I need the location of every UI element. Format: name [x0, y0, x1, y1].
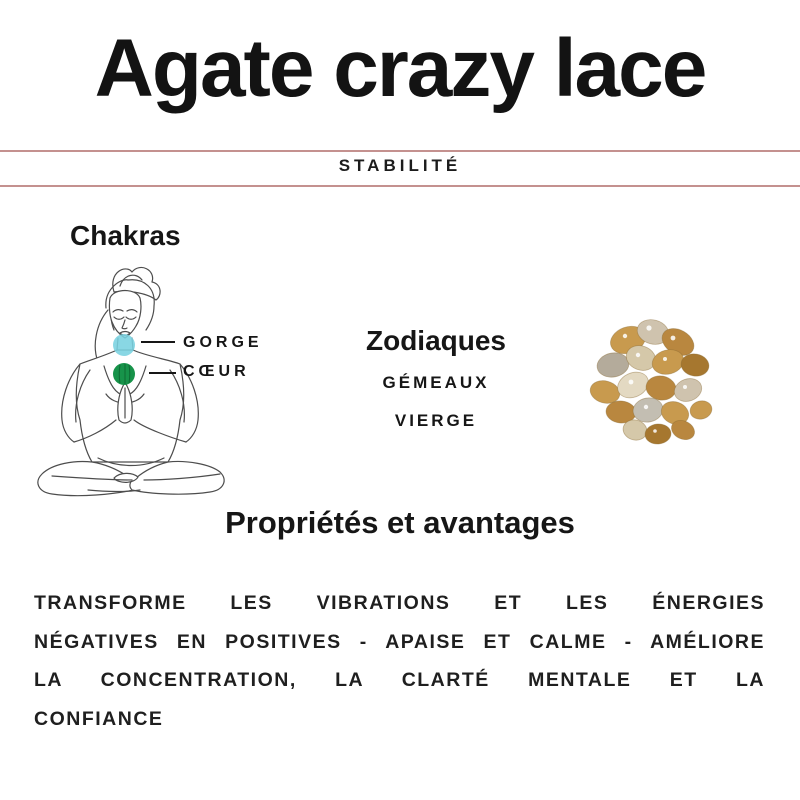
properties-text-line: NÉGATIVES EN POSITIVES - APAISE ET CALME - AMÉLIORE — [34, 630, 765, 653]
throat-chakra-label: GORGE — [183, 334, 263, 351]
heart-chakra-dot — [113, 363, 135, 385]
throat-chakra-dot — [113, 334, 135, 356]
properties-text-line: CONFIANCE — [34, 707, 164, 730]
right-leg — [130, 461, 224, 494]
meditating-woman-illustration — [28, 262, 258, 507]
face — [109, 291, 141, 339]
throat-callout-line — [141, 341, 175, 343]
stones-photo — [583, 310, 728, 455]
divider-line-bottom — [0, 185, 800, 187]
divider-line-top — [0, 150, 800, 152]
properties-text-line: LA CONCENTRATION, LA CLARTÉ MENTALE ET LA — [34, 669, 765, 692]
properties-text-line: TRANSFORME LES VIBRATIONS ET LES ÉNERGIES — [34, 592, 765, 614]
chakras-heading: Chakras — [70, 220, 181, 251]
properties-heading: Propriétés et avantages — [225, 505, 575, 540]
heart-chakra-label: CŒUR — [183, 363, 250, 380]
zodiac-sign-gemeaux: GÉMEAUX — [382, 373, 490, 392]
properties-text — [34, 584, 765, 738]
keyword-banner: STABILITÉ — [338, 156, 462, 175]
heart-callout-line — [149, 372, 176, 374]
page-title: Agate crazy lace — [94, 23, 706, 114]
tucked-foot — [114, 473, 138, 482]
zodiac-sign-vierge: VIERGE — [394, 411, 478, 430]
zodiac-heading: Zodiaques — [365, 325, 506, 356]
